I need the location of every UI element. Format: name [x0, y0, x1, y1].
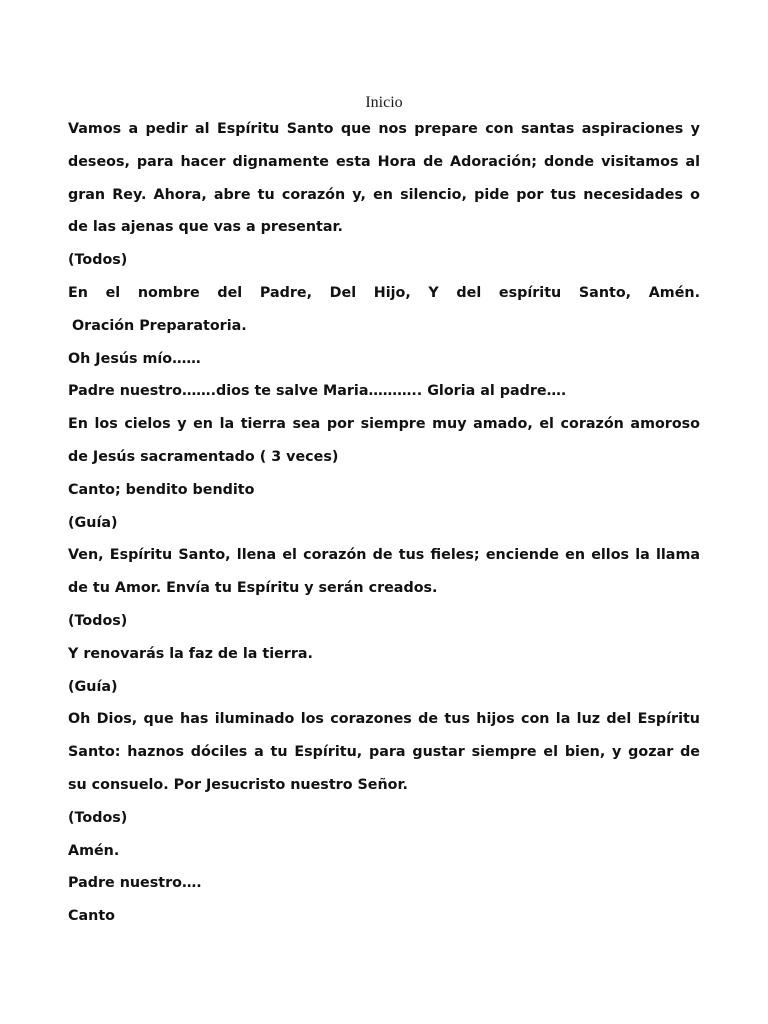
- paragraph-line: su consuelo. Por Jesucristo nuestro Señor.: [68, 776, 408, 793]
- paragraph-line: Vamos a pedir al Espíritu Santo que nos prepare con santas aspiraciones y: [68, 121, 700, 137]
- paragraph-line: de las ajenas que vas a presentar.: [68, 219, 343, 236]
- section-heading: Oración Preparatoria.: [72, 317, 247, 334]
- paragraph-line: Ven, Espíritu Santo, llena el corazón de tus fieles; enciende en ellos la llama: [68, 547, 700, 564]
- paragraph-line: deseos, para hacer dignamente esta Hora de Adoración; donde visitamos al: [68, 153, 700, 170]
- speaker-label: (Todos): [68, 612, 128, 629]
- paragraph-line: Padre nuestro…….dios te salve Maria……….. Gloria al padre….: [68, 383, 567, 400]
- paragraph-line: Amén.: [68, 842, 120, 859]
- paragraph-line: Canto; bendito bendito: [68, 481, 255, 498]
- paragraph-line: Y renovarás la faz de la tierra.: [68, 645, 313, 662]
- paragraph-line: de Jesús sacramentado ( 3 veces): [68, 448, 339, 465]
- paragraph-line: En los cielos y en la tierra sea por siempre muy amado, el corazón amoroso: [68, 416, 700, 433]
- paragraph-line: de tu Amor. Envía tu Espíritu y serán creados.: [68, 580, 438, 597]
- speaker-label: (Guía): [68, 514, 118, 531]
- paragraph-line: Oh Dios, que has iluminado los corazones de tus hijos con la luz del Espíritu: [68, 711, 700, 728]
- paragraph-line: Oh Jesús mío……: [68, 350, 201, 367]
- paragraph-line: Padre nuestro….: [68, 875, 202, 892]
- speaker-label: (Todos): [68, 252, 128, 269]
- speaker-label: (Todos): [68, 809, 128, 826]
- paragraph-line: Santo: haznos dóciles a tu Espíritu, para gustar siempre el bien, y gozar de: [68, 744, 700, 761]
- page-title: Inicio: [365, 94, 403, 111]
- paragraph-line: En el nombre del Padre, Del Hijo, Y del espíritu Santo, Amén.: [68, 284, 700, 301]
- paragraph-line: gran Rey. Ahora, abre tu corazón y, en silencio, pide por tus necesidades o: [68, 186, 700, 203]
- document-body: [68, 113, 700, 933]
- paragraph-line: Canto: [68, 908, 115, 925]
- speaker-label: (Guía): [68, 678, 118, 695]
